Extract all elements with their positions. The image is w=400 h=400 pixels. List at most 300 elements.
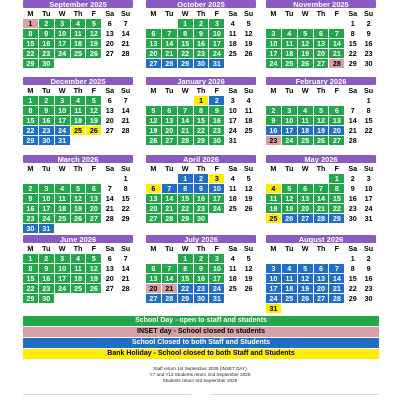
day-cell: 11: [241, 106, 256, 115]
day-cell: 26: [146, 136, 161, 145]
day-cell: 2: [39, 254, 54, 263]
empty-cell: [345, 96, 360, 105]
day-cell: 2: [39, 96, 54, 105]
month-grid: [266, 9, 376, 68]
day-cell: 25: [225, 204, 240, 213]
day-cell: 27: [146, 59, 161, 68]
day-cell: 18: [71, 39, 86, 48]
day-cell: 5: [314, 106, 329, 115]
day-cell: 23: [39, 284, 54, 293]
day-cell: 25: [282, 59, 297, 68]
day-cell: 28: [314, 214, 329, 223]
weekday-label: Tu: [39, 86, 54, 95]
month-title: June 2026: [23, 235, 133, 243]
day-cell: 10: [55, 106, 70, 115]
day-cell: 24: [209, 49, 224, 58]
month-title: May 2026: [266, 155, 376, 163]
day-cell: 4: [55, 184, 70, 193]
weekday-label: M: [23, 9, 38, 18]
day-cell: 3: [361, 174, 376, 183]
month-block: [266, 77, 376, 145]
weekday-label: M: [23, 164, 38, 173]
day-cell: 26: [298, 59, 313, 68]
day-cell: 29: [345, 59, 360, 68]
day-cell: 5: [298, 264, 313, 273]
weekday-label: Th: [71, 244, 86, 253]
empty-cell: [39, 174, 54, 183]
day-cell: 14: [329, 39, 344, 48]
day-cell: 22: [345, 284, 360, 293]
day-cell: 15: [361, 116, 376, 125]
day-cell: 3: [266, 29, 281, 38]
day-cell: 31: [209, 59, 224, 68]
day-cell: 19: [314, 126, 329, 135]
day-cell: 14: [118, 29, 133, 38]
day-cell: 22: [178, 284, 193, 293]
day-cell: 30: [361, 294, 376, 303]
day-cell: 6: [102, 19, 117, 28]
day-cell: 15: [23, 274, 38, 283]
weekday-label: Sa: [345, 244, 360, 253]
day-cell: 12: [146, 116, 161, 125]
day-cell: 29: [329, 214, 344, 223]
note-staff-return: Staff return 1st September 2025 (INSET DAY): [153, 366, 247, 371]
day-cell: 23: [194, 204, 209, 213]
weekday-label: Th: [194, 9, 209, 18]
day-cell: 18: [225, 274, 240, 283]
day-cell: 21: [345, 126, 360, 135]
day-cell: 16: [266, 126, 281, 135]
day-cell: 5: [241, 19, 256, 28]
divider-bottom-left: [23, 394, 191, 395]
weekday-label: Tu: [162, 164, 177, 173]
day-cell: 1: [345, 254, 360, 263]
weekday-label: Sa: [225, 9, 240, 18]
day-cell: 11: [225, 29, 240, 38]
day-cell: 4: [282, 29, 297, 38]
day-cell: 20: [102, 116, 117, 125]
day-cell: 22: [178, 49, 193, 58]
weekday-label: Su: [361, 164, 376, 173]
day-cell: 8: [118, 184, 133, 193]
weekday-label: M: [146, 244, 161, 253]
month-grid: [146, 244, 256, 303]
month-grid: [23, 244, 133, 303]
day-cell: 24: [282, 136, 297, 145]
empty-cell: [329, 19, 344, 28]
weekday-label: Su: [118, 86, 133, 95]
day-cell: 2: [361, 254, 376, 263]
weekday-label: M: [23, 244, 38, 253]
day-cell: 7: [329, 264, 344, 273]
day-cell: 27: [298, 214, 313, 223]
day-cell: 12: [314, 116, 329, 125]
day-cell: 1: [329, 174, 344, 183]
day-cell: 7: [314, 184, 329, 193]
empty-cell: [266, 19, 281, 28]
day-cell: 12: [282, 194, 297, 203]
day-cell: 19: [241, 274, 256, 283]
day-cell: 14: [345, 116, 360, 125]
day-cell: 12: [86, 264, 101, 273]
day-cell: 2: [266, 106, 281, 115]
day-cell: 24: [266, 59, 281, 68]
weekday-label: Sa: [345, 164, 360, 173]
empty-cell: [266, 96, 281, 105]
day-cell: 26: [241, 49, 256, 58]
empty-cell: [298, 174, 313, 183]
day-cell: 15: [23, 116, 38, 125]
day-cell: 23: [266, 136, 281, 145]
day-cell: 13: [86, 194, 101, 203]
day-cell: 22: [178, 204, 193, 213]
day-cell: 17: [55, 39, 70, 48]
month-grid: [23, 86, 133, 145]
day-cell: 10: [266, 39, 281, 48]
day-cell: 1: [23, 254, 38, 263]
day-cell: 22: [23, 126, 38, 135]
weekday-label: Su: [241, 86, 256, 95]
note-y7-y12-return: Y7 and Y12 Students return 2nd September 2025: [149, 372, 251, 377]
weekday-label: Sa: [102, 86, 117, 95]
day-cell: 15: [329, 194, 344, 203]
day-cell: 9: [194, 29, 209, 38]
empty-cell: [23, 174, 38, 183]
day-cell: 15: [345, 274, 360, 283]
day-cell: 21: [178, 126, 193, 135]
day-cell: 28: [178, 136, 193, 145]
day-cell: 28: [118, 126, 133, 135]
month-block: [23, 235, 133, 303]
weekday-label: Su: [361, 9, 376, 18]
month-grid: [266, 244, 376, 313]
day-cell: 8: [23, 106, 38, 115]
day-cell: 21: [118, 116, 133, 125]
month-title: September 2025: [23, 0, 133, 8]
day-cell: 9: [194, 184, 209, 193]
day-cell: 29: [178, 214, 193, 223]
day-cell: 28: [118, 49, 133, 58]
day-cell: 1: [178, 254, 193, 263]
day-cell: 21: [329, 284, 344, 293]
day-cell: 19: [86, 39, 101, 48]
month-grid: [23, 164, 133, 233]
day-cell: 15: [345, 39, 360, 48]
day-cell: 23: [39, 49, 54, 58]
month-block: [146, 235, 256, 303]
day-cell: 18: [55, 204, 70, 213]
day-cell: 15: [178, 194, 193, 203]
weekday-label: Su: [241, 244, 256, 253]
legend-inset-day: INSET day - School closed to students: [23, 327, 379, 337]
empty-cell: [162, 96, 177, 105]
weekday-label: Tu: [282, 164, 297, 173]
weekday-label: W: [55, 9, 70, 18]
day-cell: 4: [266, 184, 281, 193]
empty-cell: [298, 19, 313, 28]
day-cell: 24: [55, 126, 70, 135]
day-cell: 8: [345, 264, 360, 273]
day-cell: 31: [225, 136, 240, 145]
day-cell: 26: [71, 214, 86, 223]
day-cell: 21: [162, 49, 177, 58]
empty-cell: [282, 174, 297, 183]
day-cell: 6: [102, 254, 117, 263]
weekday-label: W: [298, 86, 313, 95]
weekday-label: F: [329, 9, 344, 18]
weekday-label: Th: [314, 164, 329, 173]
weekday-label: F: [86, 9, 101, 18]
weekday-label: M: [146, 9, 161, 18]
day-cell: 23: [345, 204, 360, 213]
weekday-label: Th: [194, 164, 209, 173]
day-cell: 3: [55, 19, 70, 28]
month-block: [23, 0, 133, 68]
weekday-label: W: [178, 86, 193, 95]
day-cell: 17: [209, 39, 224, 48]
weekday-label: Tu: [162, 244, 177, 253]
weekday-label: F: [86, 244, 101, 253]
day-cell: 29: [178, 59, 193, 68]
empty-cell: [102, 174, 117, 183]
day-cell: 17: [225, 116, 240, 125]
weekday-label: Sa: [225, 86, 240, 95]
day-cell: 14: [178, 116, 193, 125]
day-cell: 12: [86, 29, 101, 38]
month-block: [266, 235, 376, 313]
day-cell: 23: [23, 214, 38, 223]
day-cell: 1: [178, 174, 193, 183]
day-cell: 14: [118, 106, 133, 115]
day-cell: 1: [23, 96, 38, 105]
weekday-label: Sa: [102, 9, 117, 18]
day-cell: 9: [209, 106, 224, 115]
day-cell: 28: [345, 136, 360, 145]
empty-cell: [314, 254, 329, 263]
day-cell: 4: [71, 254, 86, 263]
month-grid: [146, 9, 256, 68]
day-cell: 30: [361, 59, 376, 68]
day-cell: 14: [118, 264, 133, 273]
weekday-label: Tu: [162, 86, 177, 95]
day-cell: 16: [209, 116, 224, 125]
day-cell: 4: [71, 19, 86, 28]
day-cell: 25: [71, 126, 86, 135]
legend-school-day: School Day - open to staff and students: [23, 316, 379, 326]
note-students-return: Students return 3rd September 2025: [162, 378, 238, 383]
day-cell: 3: [55, 96, 70, 105]
month-block: [146, 0, 256, 68]
day-cell: 24: [55, 284, 70, 293]
empty-cell: [146, 96, 161, 105]
day-cell: 3: [209, 174, 224, 183]
day-cell: 24: [266, 294, 281, 303]
weekday-label: Tu: [39, 164, 54, 173]
empty-cell: [329, 96, 344, 105]
day-cell: 16: [345, 194, 360, 203]
day-cell: 28: [329, 294, 344, 303]
day-cell: 8: [23, 264, 38, 273]
empty-cell: [314, 174, 329, 183]
day-cell: 22: [361, 126, 376, 135]
month-block: [23, 155, 133, 233]
day-cell: 28: [162, 294, 177, 303]
day-cell: 19: [298, 284, 313, 293]
day-cell: 18: [266, 204, 281, 213]
day-cell: 13: [146, 194, 161, 203]
day-cell: 12: [298, 39, 313, 48]
day-cell: 4: [225, 174, 240, 183]
day-cell: 21: [102, 204, 117, 213]
day-cell: 22: [345, 49, 360, 58]
day-cell: 25: [71, 284, 86, 293]
day-cell: 7: [162, 29, 177, 38]
day-cell: 31: [266, 304, 281, 313]
day-cell: 29: [194, 136, 209, 145]
weekday-label: Tu: [39, 244, 54, 253]
day-cell: 2: [194, 174, 209, 183]
day-cell: 16: [361, 274, 376, 283]
day-cell: 21: [162, 284, 177, 293]
day-cell: 29: [23, 294, 38, 303]
empty-cell: [266, 174, 281, 183]
weekday-label: Th: [314, 244, 329, 253]
day-cell: 13: [162, 116, 177, 125]
day-cell: 21: [118, 274, 133, 283]
day-cell: 28: [162, 214, 177, 223]
day-cell: 10: [209, 264, 224, 273]
day-cell: 25: [225, 49, 240, 58]
day-cell: 18: [298, 126, 313, 135]
day-cell: 10: [266, 274, 281, 283]
day-cell: 9: [345, 184, 360, 193]
day-cell: 6: [162, 106, 177, 115]
day-cell: 30: [194, 59, 209, 68]
day-cell: 10: [209, 184, 224, 193]
day-cell: 7: [102, 184, 117, 193]
day-cell: 22: [118, 204, 133, 213]
day-cell: 5: [71, 184, 86, 193]
weekday-label: F: [209, 9, 224, 18]
weekday-label: F: [209, 244, 224, 253]
weekday-label: Sa: [345, 86, 360, 95]
divider-bottom-right: [210, 394, 379, 395]
day-cell: 27: [314, 59, 329, 68]
day-cell: 19: [241, 39, 256, 48]
day-cell: 2: [23, 184, 38, 193]
day-cell: 27: [102, 284, 117, 293]
day-cell: 19: [282, 204, 297, 213]
day-cell: 30: [209, 136, 224, 145]
day-cell: 31: [361, 214, 376, 223]
day-cell: 17: [55, 116, 70, 125]
weekday-label: Sa: [225, 164, 240, 173]
day-cell: 3: [209, 254, 224, 263]
day-cell: 2: [361, 19, 376, 28]
day-cell: 25: [241, 126, 256, 135]
day-cell: 12: [71, 194, 86, 203]
empty-cell: [314, 19, 329, 28]
day-cell: 8: [345, 29, 360, 38]
day-cell: 18: [241, 116, 256, 125]
day-cell: 6: [146, 264, 161, 273]
day-cell: 16: [194, 39, 209, 48]
day-cell: 15: [23, 39, 38, 48]
day-cell: 13: [314, 274, 329, 283]
day-cell: 25: [282, 294, 297, 303]
day-cell: 24: [39, 214, 54, 223]
day-cell: 6: [146, 184, 161, 193]
day-cell: 17: [39, 204, 54, 213]
day-cell: 6: [298, 184, 313, 193]
day-cell: 12: [241, 184, 256, 193]
day-cell: 19: [86, 274, 101, 283]
weekday-label: W: [298, 9, 313, 18]
day-cell: 7: [162, 184, 177, 193]
day-cell: 23: [194, 284, 209, 293]
weekday-label: Su: [241, 164, 256, 173]
day-cell: 8: [23, 29, 38, 38]
legend: [23, 316, 379, 360]
empty-cell: [162, 174, 177, 183]
day-cell: 9: [361, 29, 376, 38]
weekday-label: M: [146, 164, 161, 173]
day-cell: 21: [118, 39, 133, 48]
weekday-label: Su: [361, 244, 376, 253]
day-cell: 21: [314, 204, 329, 213]
day-cell: 6: [146, 29, 161, 38]
day-cell: 28: [102, 214, 117, 223]
weekday-label: M: [266, 86, 281, 95]
day-cell: 4: [225, 19, 240, 28]
weekday-label: M: [266, 9, 281, 18]
empty-cell: [314, 96, 329, 105]
day-cell: 17: [209, 274, 224, 283]
day-cell: 29: [118, 214, 133, 223]
empty-cell: [282, 96, 297, 105]
month-block: [146, 77, 256, 145]
day-cell: 30: [194, 214, 209, 223]
day-cell: 8: [178, 184, 193, 193]
day-cell: 5: [86, 19, 101, 28]
day-cell: 7: [118, 96, 133, 105]
day-cell: 28: [162, 59, 177, 68]
day-cell: 5: [241, 174, 256, 183]
day-cell: 12: [241, 29, 256, 38]
day-cell: 8: [329, 184, 344, 193]
day-cell: 11: [298, 116, 313, 125]
day-cell: 16: [194, 194, 209, 203]
day-cell: 26: [86, 284, 101, 293]
weekday-label: Sa: [102, 244, 117, 253]
day-cell: 20: [146, 49, 161, 58]
day-cell: 27: [102, 49, 117, 58]
month-grid: [23, 9, 133, 68]
day-cell: 6: [329, 106, 344, 115]
day-cell: 9: [39, 106, 54, 115]
day-cell: 9: [361, 264, 376, 273]
weekday-label: W: [55, 244, 70, 253]
day-cell: 19: [241, 194, 256, 203]
weekday-label: Sa: [102, 164, 117, 173]
empty-cell: [266, 254, 281, 263]
day-cell: 17: [55, 274, 70, 283]
day-cell: 11: [266, 194, 281, 203]
day-cell: 20: [86, 204, 101, 213]
day-cell: 25: [266, 214, 281, 223]
day-cell: 16: [39, 274, 54, 283]
day-cell: 31: [209, 294, 224, 303]
